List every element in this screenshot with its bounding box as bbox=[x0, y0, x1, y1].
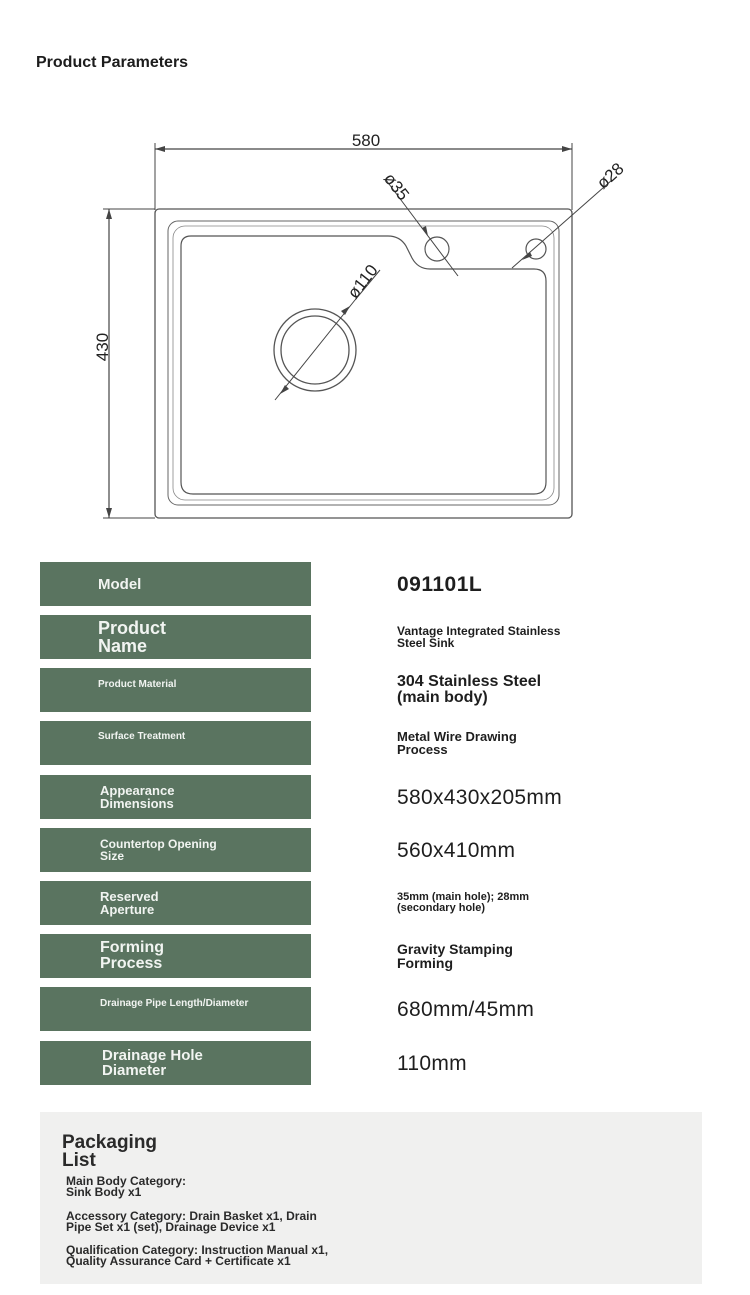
param-label: Surface Treatment bbox=[40, 721, 311, 765]
param-label: Drainage Hole Diameter bbox=[40, 1041, 311, 1085]
param-value: 304 Stainless Steel (main body) bbox=[397, 673, 542, 706]
param-row-reserved-aperture bbox=[40, 881, 700, 925]
param-row-countertop-opening bbox=[40, 828, 700, 872]
param-label: Product Material bbox=[40, 668, 311, 712]
main-hole-diameter-label: ø35 bbox=[379, 169, 413, 205]
packaging-list-title: Packaging List bbox=[62, 1132, 158, 1172]
param-label: Appearance Dimensions bbox=[40, 775, 311, 819]
drain-diameter-label: ø110 bbox=[343, 260, 382, 303]
param-row-drainage-pipe bbox=[40, 987, 700, 1031]
param-row-drainage-hole bbox=[40, 1041, 700, 1085]
secondary-hole-diameter-label: ø28 bbox=[593, 159, 628, 193]
param-value: Vantage Integrated Stainless Steel Sink bbox=[397, 624, 561, 650]
param-label: Countertop Opening Size bbox=[40, 828, 311, 872]
param-row-forming-process bbox=[40, 934, 700, 978]
param-value: 560x410mm bbox=[397, 838, 516, 862]
param-label: Forming Process bbox=[40, 934, 311, 978]
param-value: Gravity Stamping Forming bbox=[397, 941, 513, 971]
height-dimension-label: 430 bbox=[93, 332, 112, 362]
packaging-list-panel bbox=[40, 1112, 702, 1284]
packaging-item-main-body: Main Body Category: Sink Body x1 bbox=[66, 1174, 187, 1200]
sink-dimension-diagram bbox=[0, 0, 750, 540]
param-value: Metal Wire Drawing Process bbox=[397, 729, 517, 757]
packaging-item-accessories: Accessory Category: Drain Basket x1, Drain Pipe Set x1 (set), Drainage Device x1 bbox=[66, 1209, 317, 1235]
param-value: 680mm/45mm bbox=[397, 997, 535, 1021]
main-hole-icon bbox=[425, 237, 449, 261]
packaging-item-qualification: Qualification Category: Instruction Manual x1, Quality Assurance Card + Certificate x1 bbox=[66, 1243, 329, 1269]
param-label: Model bbox=[40, 562, 311, 606]
section-title: Product Parameters bbox=[36, 54, 189, 71]
width-dimension-label: 580 bbox=[351, 131, 381, 150]
param-value: 580x430x205mm bbox=[397, 785, 562, 809]
param-label: Reserved Aperture bbox=[40, 881, 311, 925]
sink-outer-rim bbox=[155, 209, 572, 518]
param-value: 35mm (main hole); 28mm (secondary hole) bbox=[397, 891, 530, 914]
param-row-product-name bbox=[40, 615, 700, 659]
param-row-appearance-dimensions bbox=[40, 775, 700, 819]
param-row-model bbox=[40, 562, 700, 606]
param-label: Drainage Pipe Length/Diameter bbox=[40, 987, 311, 1031]
param-label: Product Name bbox=[40, 615, 311, 659]
param-value: 110mm bbox=[397, 1051, 467, 1075]
param-row-product-material bbox=[40, 668, 700, 712]
param-row-surface-treatment bbox=[40, 721, 700, 765]
param-value: 091101L bbox=[397, 572, 483, 596]
